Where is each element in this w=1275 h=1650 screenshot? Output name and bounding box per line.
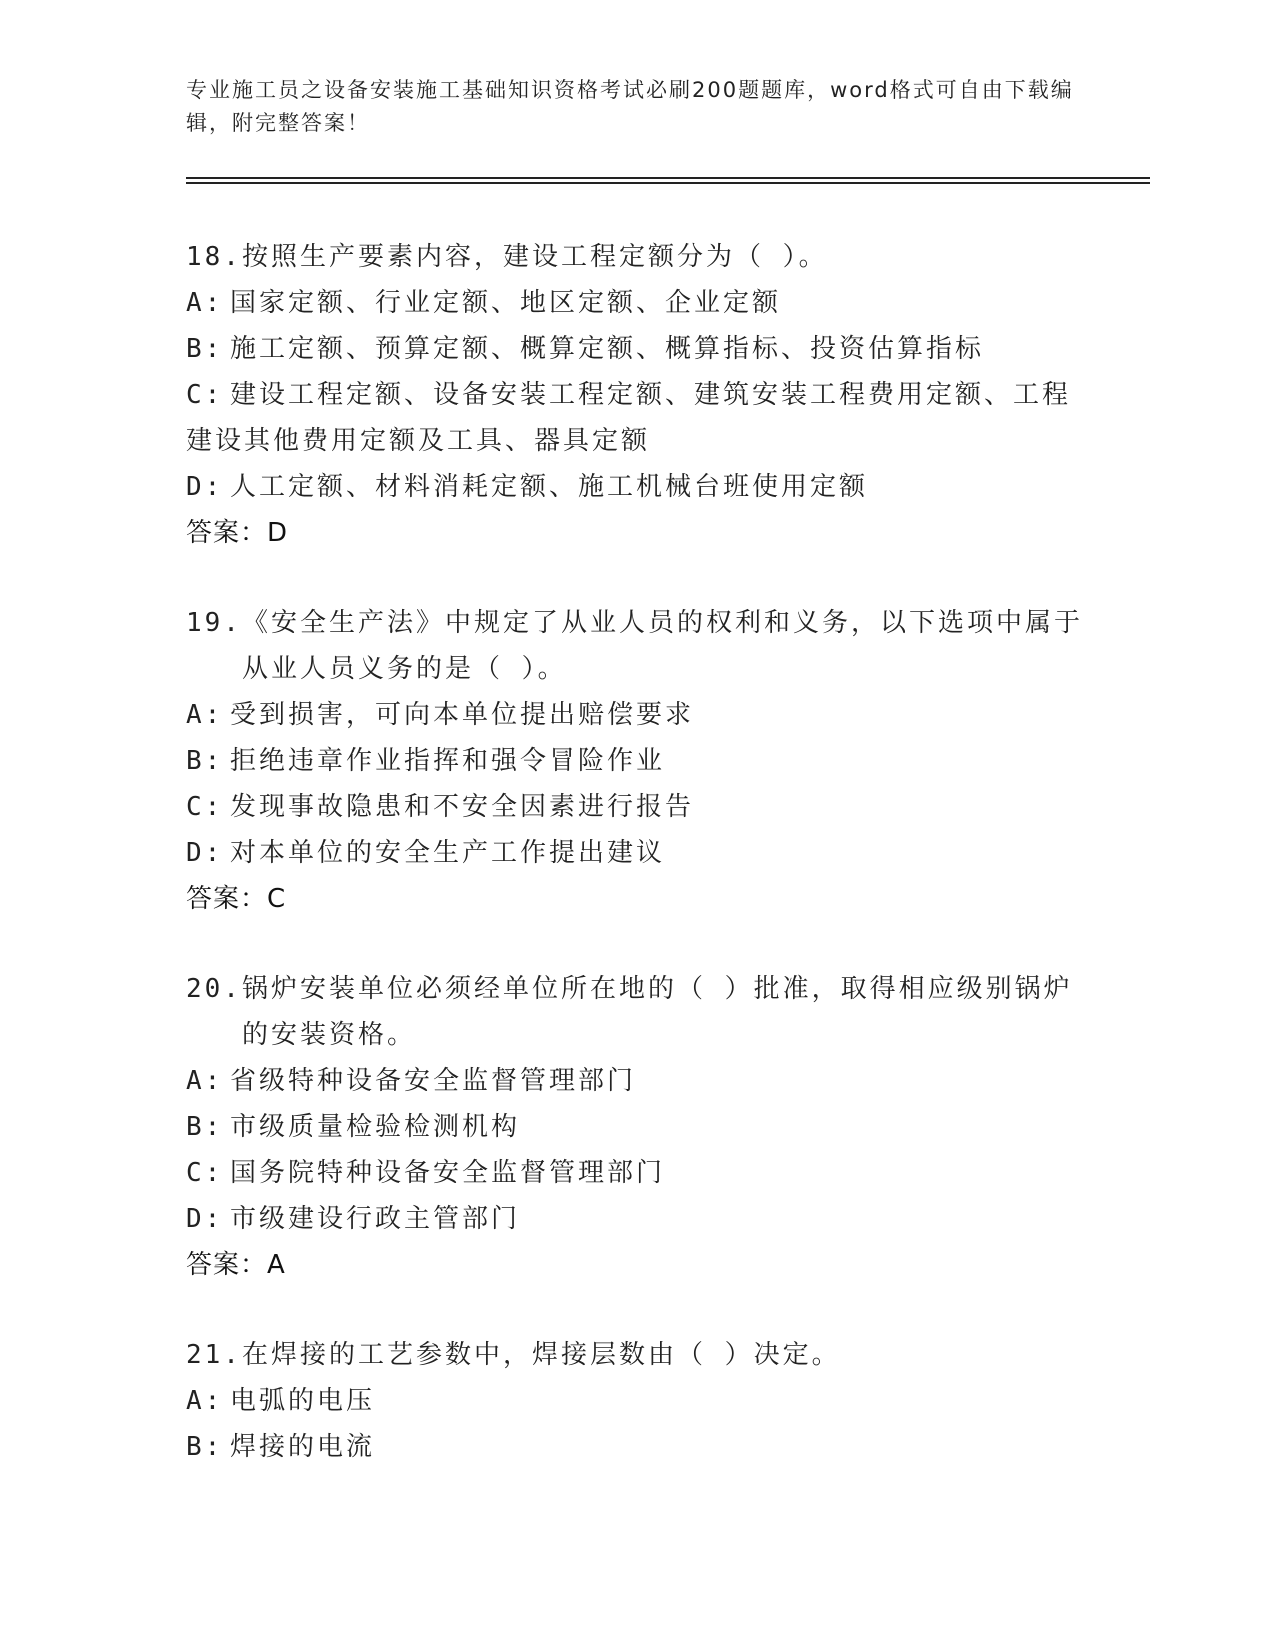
option-text: 对本单位的安全生产工作提出建议 xyxy=(230,838,666,868)
question-19 xyxy=(186,600,1086,922)
document-header: 专业施工员之设备安装施工基础知识资格考试必刷200题题库，word格式可自由下载编辑，附完整答案！ xyxy=(186,78,1074,135)
question-stem xyxy=(186,234,1086,280)
option-text: 省级特种设备安全监督管理部门 xyxy=(230,1066,637,1096)
option-text: 电弧的电压 xyxy=(230,1386,376,1416)
option-key: C: xyxy=(186,380,224,410)
option-key: B: xyxy=(186,1432,224,1462)
option-text: 受到损害，可向本单位提出赔偿要求 xyxy=(230,700,695,730)
question-number: 18. xyxy=(186,242,242,272)
option-key: A: xyxy=(186,1386,224,1416)
option-text: 人工定额、材料消耗定额、施工机械台班使用定额 xyxy=(230,472,869,502)
option-key: B: xyxy=(186,334,224,364)
option-key: D: xyxy=(186,1204,224,1234)
question-text: 按照生产要素内容，建设工程定额分为（ ）。 xyxy=(241,242,828,272)
option-key: A: xyxy=(186,288,224,318)
option-key: A: xyxy=(186,700,224,730)
option-text: 焊接的电流 xyxy=(230,1432,376,1462)
question-21 xyxy=(186,1332,1086,1470)
option-text: 发现事故隐患和不安全因素进行报告 xyxy=(230,792,695,822)
option-b xyxy=(186,326,1086,372)
question-text: 在焊接的工艺参数中，焊接层数由（ ）决定。 xyxy=(241,1340,841,1370)
option-a xyxy=(186,1378,1086,1424)
option-text: 市级质量检验检测机构 xyxy=(230,1112,521,1142)
answer-line: 答案：C xyxy=(186,884,287,914)
option-text: 建设工程定额、设备安装工程定额、建筑安装工程费用定额、工程建设其他费用定额及工具、器具定额 xyxy=(186,380,1072,456)
question-list xyxy=(186,234,1086,1514)
option-key: D: xyxy=(186,838,224,868)
question-stem xyxy=(186,600,1086,692)
option-key: A: xyxy=(186,1066,224,1096)
option-d xyxy=(186,830,1086,876)
question-stem xyxy=(186,1332,1086,1378)
question-text: 锅炉安装单位必须经单位所在地的（ ）批准，取得相应级别锅炉的安装资格。 xyxy=(241,974,1073,1050)
option-a xyxy=(186,1058,1086,1104)
option-c xyxy=(186,372,1086,464)
option-text: 国家定额、行业定额、地区定额、企业定额 xyxy=(230,288,782,318)
header-divider-line xyxy=(186,177,1150,179)
option-d xyxy=(186,464,1086,510)
option-a xyxy=(186,280,1086,326)
option-b xyxy=(186,1424,1086,1470)
header-divider-line-secondary xyxy=(186,182,1150,184)
option-key: D: xyxy=(186,472,224,502)
answer-line: 答案：A xyxy=(186,1250,286,1280)
option-c xyxy=(186,784,1086,830)
option-c xyxy=(186,1150,1086,1196)
option-key: C: xyxy=(186,1158,224,1188)
question-18 xyxy=(186,234,1086,556)
option-text: 国务院特种设备安全监督管理部门 xyxy=(230,1158,666,1188)
option-text: 施工定额、预算定额、概算定额、概算指标、投资估算指标 xyxy=(230,334,985,364)
question-stem xyxy=(186,966,1086,1058)
option-key: B: xyxy=(186,746,224,776)
question-text: 《安全生产法》中规定了从业人员的权利和义务，以下选项中属于从业人员义务的是（ ）。 xyxy=(241,608,1083,684)
option-text: 拒绝违章作业指挥和强令冒险作业 xyxy=(230,746,666,776)
option-key: B: xyxy=(186,1112,224,1142)
option-key: C: xyxy=(186,792,224,822)
option-b xyxy=(186,1104,1086,1150)
question-number: 19. xyxy=(186,608,242,638)
question-number: 21. xyxy=(186,1340,242,1370)
answer-line: 答案：D xyxy=(186,518,289,548)
option-b xyxy=(186,738,1086,784)
question-number: 20. xyxy=(186,974,242,1004)
option-text: 市级建设行政主管部门 xyxy=(230,1204,521,1234)
option-d xyxy=(186,1196,1086,1242)
option-a xyxy=(186,692,1086,738)
question-20 xyxy=(186,966,1086,1288)
